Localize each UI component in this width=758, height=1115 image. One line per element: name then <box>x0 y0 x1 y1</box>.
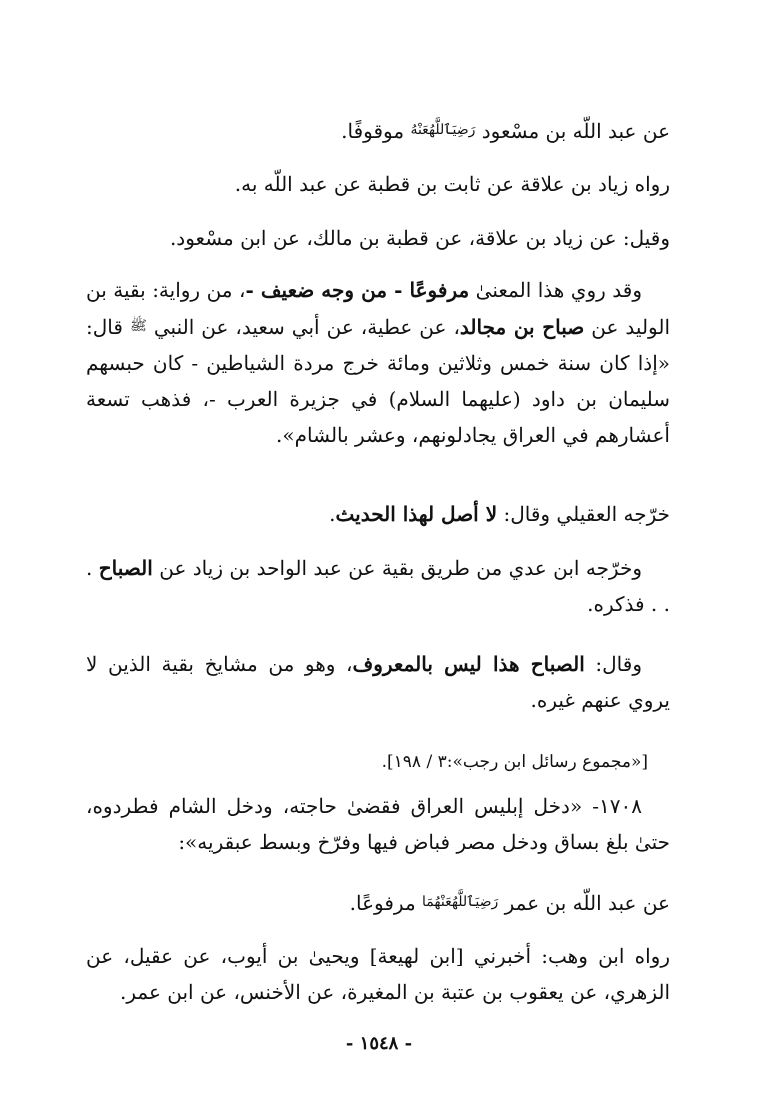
paragraph-sabah-unknown <box>86 646 670 718</box>
paragraph-hadith-1708: ١٧٠٨- «دخل إبليس العراق فقضىٰ حاجته، ودخل الشام فطردوه، حتىٰ بلغ بساق ودخل مصر فباض فيها وفرّخ وبسط عبقريه»: <box>86 794 670 854</box>
source-citation: [«مجموع رسائل ابن رجب»:٣ / ١٩٨]. <box>381 752 648 772</box>
bold-text-run: الصباح هذا ليس بالمعروف <box>352 652 585 676</box>
text-run: قال: «إذا كان سنة خمس وثلاثين ومائة خرج مردة الشياطين - كان حبسهم سليمان بن داود (عليهما السلام) في جزيرة العرب -، فذهب تسعة أعشارهم في العراق يجادلونهم، وعشر بالشام». <box>86 315 670 447</box>
text-run: ، وهو من مشايخ بقية الذين لا يروي عنهم غيره. <box>86 652 670 712</box>
text-run: مرفوعًا. <box>349 891 423 915</box>
paragraph-qutba-narration: وقيل: عن زياد بن علاقة، عن قطبة بن مالك، عن ابن مسْعود. <box>169 226 670 250</box>
text-run: عن عبد اللّه بن مسْعود <box>475 119 670 143</box>
bold-text-run: الصباح <box>98 556 153 580</box>
text-run: . <box>329 502 336 526</box>
bold-text-run: لا أصل لهذا الحديث <box>335 502 498 526</box>
text-run: خرّجه العقيلي وقال: <box>497 502 670 526</box>
page-number: - ١٥٤٨ - <box>345 1033 413 1054</box>
text-run: وقال: <box>584 652 642 676</box>
bold-text-run: صباح بن مجالد <box>459 315 585 339</box>
bold-text-run: مرفوعًا - من وجه ضعيف - <box>245 278 470 302</box>
paragraph-ibn-wahb-narration: رواه ابن وهب: أخبرني [ابن لهيعة] ويحيىٰ بن أيوب، عن عقيل، عن الزهري، عن يعقوب بن عتبة بن المغيرة، عن الأخنس، عن ابن عمر. <box>86 944 670 1004</box>
paragraph-uqayli-verdict <box>86 496 670 532</box>
text-run: وخرّجه ابن عدي من طريق بقية عن عبد الواحد بن زياد عن <box>152 556 642 580</box>
text-run: عن عبد اللّه بن عمر <box>498 891 670 915</box>
honorific-glyph: رَضِيَٱللَّهُعَنْهُمَا <box>422 894 499 910</box>
text-run: موقوفًا. <box>341 119 411 143</box>
paragraph-abdullah-ibn-umar <box>86 884 670 921</box>
text-run: ، من رواية: بقية بن الوليد عن <box>86 278 671 339</box>
paragraph-ziyad-narration: رواه زياد بن علاقة عن ثابت بن قطبة عن عبد اللّه به. <box>234 172 670 196</box>
text-run: ، عن عطية، عن أبي سعيد، عن النبي <box>146 315 460 339</box>
paragraph-ibn-adi-narration <box>86 550 670 622</box>
text-run: وقد روي هذا المعنىٰ <box>469 278 642 302</box>
paragraph-abdullah-ibn-masud <box>86 112 670 149</box>
paragraph-marfu-weak-chain <box>86 272 670 453</box>
salawat-glyph: ﷺ <box>129 318 147 334</box>
text-run: . . . فذكره. <box>86 556 670 616</box>
honorific-glyph: رَضِيَٱللَّهُعَنْهُ <box>410 122 476 138</box>
